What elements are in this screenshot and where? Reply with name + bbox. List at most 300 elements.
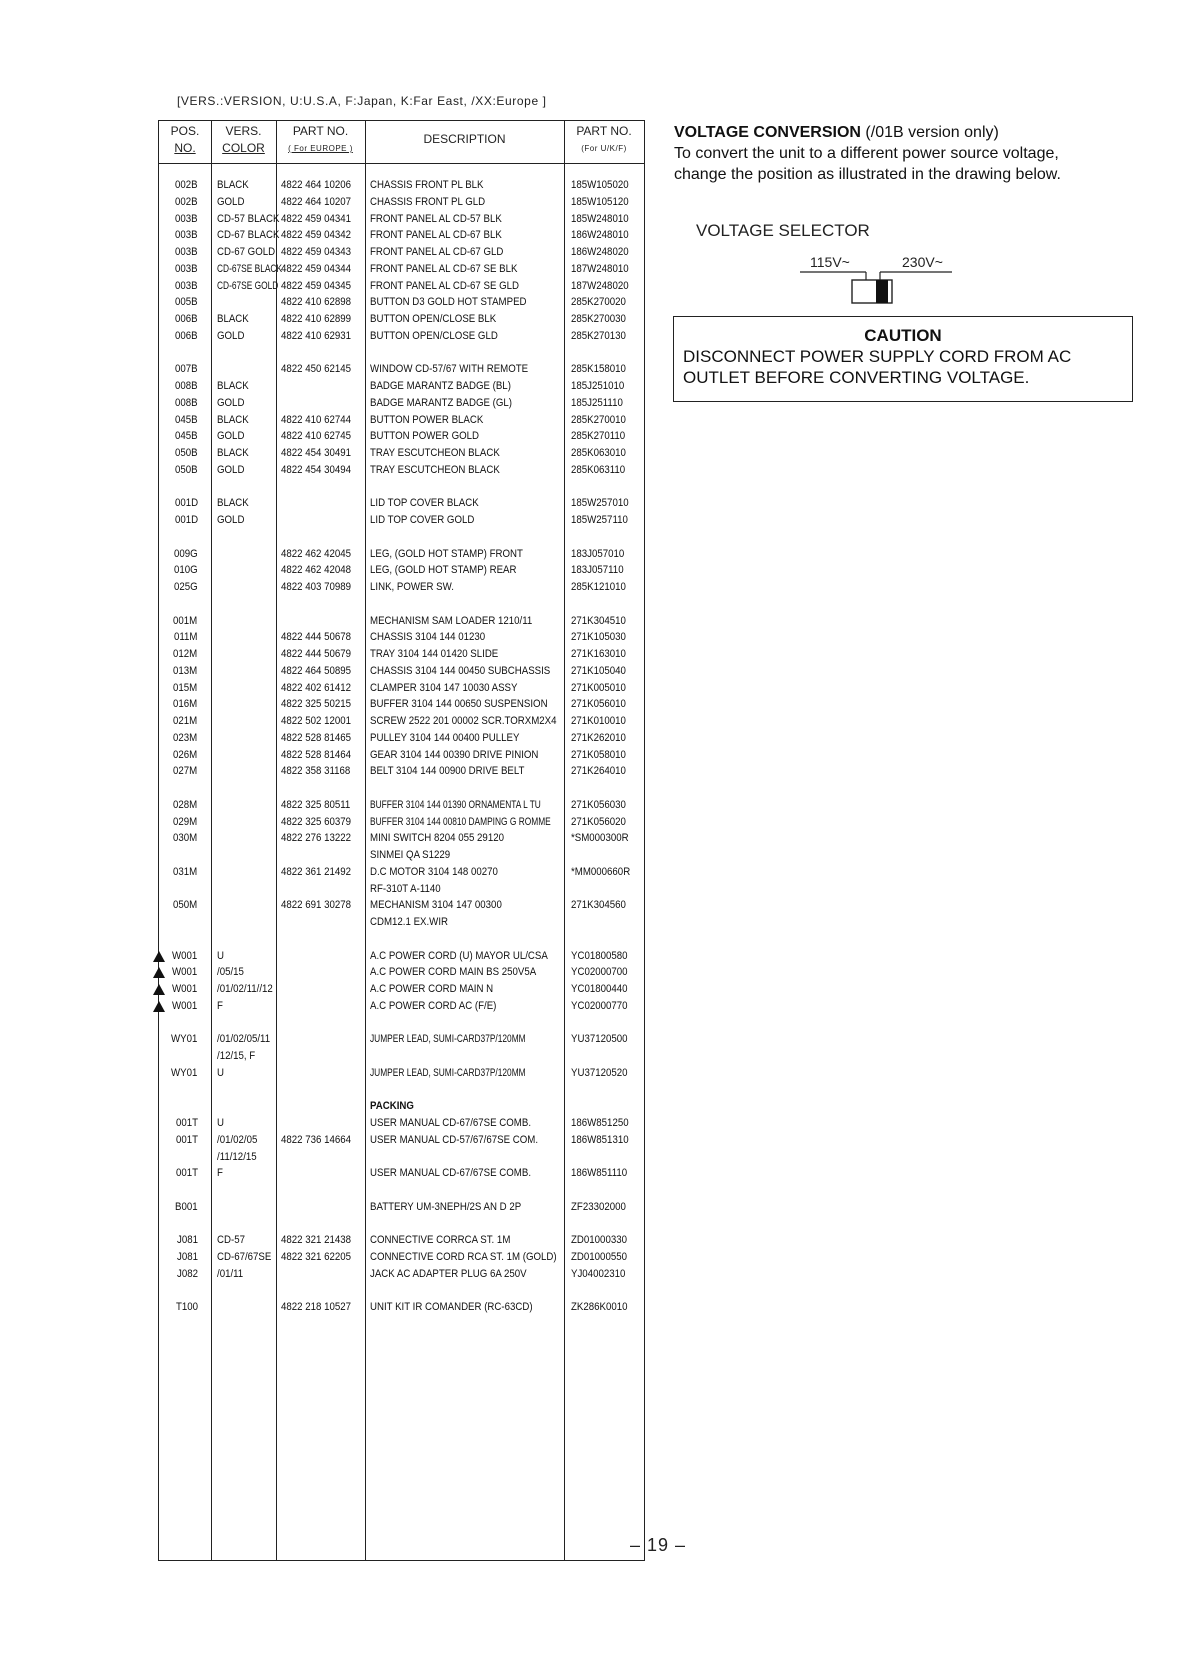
cell-part-us-text: 271K005010 [571,681,626,694]
cell-part-us-text: 271K163010 [571,648,626,660]
cell-part-us-text: 285K063110 [571,463,626,476]
cell-pos [163,998,201,1015]
cell-part-us-text: 185W248010 [571,212,629,225]
cell-description [370,1299,555,1316]
cell-part-eu [281,646,361,663]
cell-description-text: WINDOW CD-57/67 WITH REMOTE [370,363,529,376]
voltage-instructions-line1: To convert the unit to a different power source voltage, [674,145,1059,162]
cell-part-us [571,1249,635,1266]
cell-description [370,864,515,881]
cell-part-eu-text: 4822 459 04342 [281,229,351,242]
cell-pos [163,1199,201,1216]
switch-slider [876,280,888,303]
caution-title: CAUTION [864,326,942,345]
cell-pos [163,227,201,244]
table-row-spacer [159,1182,644,1199]
voltage-conversion-title [674,122,1144,143]
cell-pos-text: 029M [173,815,198,828]
cell-part-eu [281,579,361,596]
cell-pos-text: 030M [173,832,198,845]
voltage-title-bold: VOLTAGE CONVERSION [674,124,861,141]
cell-pos [163,1065,201,1082]
cell-description [370,278,539,295]
cell-pos-text: 001T [175,1117,198,1129]
cell-pos [163,948,201,965]
cell-vers-text: CD-67 GOLD [217,246,276,258]
cell-pos-text: 011M [174,631,198,644]
cell-vers [217,1249,279,1266]
cell-vers-text: /12/15, F [217,1050,256,1062]
cell-pos-text: 013M [173,664,198,677]
cell-pos [163,428,201,445]
cell-pos-text: 026M [173,748,198,761]
cell-vers [217,998,224,1015]
table-row [159,1098,644,1115]
cell-vers-text: /05/15 [217,966,244,979]
cell-pos-text: 001D [174,497,198,510]
table-row [159,512,644,529]
cell-part-eu [281,294,361,311]
header-vers [211,123,276,157]
cell-vers-text: CD-67 BLACK [217,229,280,242]
table-row [159,663,644,680]
cell-pos-text: W001 [172,966,198,979]
cell-part-us [571,613,633,630]
cell-part-us-text: 271K264010 [571,765,626,778]
cell-pos [163,261,201,278]
cell-description-text: BELT 3104 144 00900 DRIVE BELT [370,765,525,778]
cell-vers [217,428,248,445]
cell-pos [163,696,201,713]
header-pos-line1: POS. [170,124,200,138]
cell-description-text: BUFFER 3104 144 00650 SUSPENSION [370,698,548,711]
cell-part-eu [281,747,361,764]
cell-part-eu-text: 4822 410 62899 [281,313,351,325]
cell-vers-text: /01/02/11//12 [217,983,273,995]
table-row [159,830,644,847]
cell-pos-text: 001T [175,1133,198,1146]
cell-pos [163,1115,201,1132]
cell-pos-text: 023M [173,731,198,744]
cell-part-us-text: 186W851310 [571,1133,629,1146]
cell-vers [217,1048,260,1065]
cell-part-us-text: 186W851250 [571,1117,629,1129]
cell-part-us [571,797,633,814]
cell-vers-text: F [217,1167,223,1180]
cell-vers-text: BLACK [217,380,249,392]
cell-part-us [571,713,633,730]
cell-part-us [571,1165,635,1182]
cell-vers-text: BLACK [217,447,249,459]
cell-vers [217,1149,262,1166]
cell-part-eu [281,261,361,278]
cell-vers [217,177,253,194]
cell-vers-text: BLACK [217,497,249,510]
table-row [159,378,644,395]
table-row [159,1165,644,1182]
cell-description-text: TRAY ESCUTCHEON BLACK [370,447,500,459]
cell-vers-text: U [217,1117,224,1129]
cell-pos [163,1031,201,1048]
cell-part-us [571,278,636,295]
cell-description-text: D.C MOTOR 3104 148 00270 [370,865,498,878]
cell-part-eu-text: 4822 325 80511 [281,798,351,811]
table-row [159,897,644,914]
cell-description-text: SCREW 2522 201 00002 SCR.TORXM2X4 [370,715,557,727]
cell-description-text: MECHANISM 3104 147 00300 [370,899,502,912]
cell-description [370,495,494,512]
cell-description [370,830,522,847]
cell-part-eu [281,763,360,780]
cell-pos [163,194,201,211]
table-row [159,462,644,479]
cell-pos [163,763,201,780]
cell-description-text: CONNECTIVE CORD RCA ST. 1M (GOLD) [370,1251,557,1263]
cell-part-us [571,730,633,747]
cell-part-us-text: YJ04002310 [571,1267,626,1280]
cell-part-eu [281,546,361,563]
cell-part-eu-text: 4822 464 10206 [281,179,351,191]
table-row [159,998,644,1015]
cell-pos [163,897,201,914]
cell-pos-text: 050M [173,899,198,912]
cell-vers [217,227,288,244]
cell-pos [163,311,201,328]
cell-pos-text: 027M [173,765,198,778]
cell-vers [217,328,248,345]
cell-part-us [571,830,636,847]
cell-part-eu [281,897,361,914]
cell-pos [163,1299,201,1316]
caution-box [673,316,1133,402]
cell-description [370,763,546,780]
cell-pos-text: J082 [177,1267,199,1280]
cell-pos [163,1098,201,1115]
table-row-spacer [159,931,644,948]
cell-part-eu [281,462,361,479]
cell-part-eu [281,211,361,228]
cell-description [370,428,494,445]
cell-pos-text: 028M [173,798,198,811]
cell-part-us-text: YU37120520 [571,1066,628,1079]
cell-part-us [571,546,632,563]
cell-pos-text: B001 [175,1200,198,1213]
cell-description-text: MECHANISM SAM LOADER 1210/11 [370,614,533,627]
cell-description-text: A.C POWER CORD MAIN BS 250V5A [370,966,537,979]
cell-pos [163,546,201,563]
cell-description [370,680,538,697]
cell-part-eu [281,629,361,646]
cell-description [370,1266,548,1283]
header-description: DESCRIPTION [423,132,506,146]
table-row [159,428,644,445]
cell-pos [163,177,201,194]
cell-pos [163,646,201,663]
cell-part-us-text: YC02000700 [571,966,628,979]
safety-warning-icon [153,984,165,995]
table-row [159,747,644,764]
cell-description-text: BUTTON D3 GOLD HOT STAMPED [370,296,527,309]
parts-table [158,120,645,1561]
cell-description-text: BUTTON POWER GOLD [370,430,480,443]
cell-pos-text: T100 [175,1301,198,1314]
table-row-spacer [159,780,644,797]
cell-pos [163,579,201,596]
cell-pos [163,378,201,395]
header-vers-line2: COLOR [222,141,265,155]
cell-description-text: FRONT PANEL AL CD-67 SE BLK [370,262,518,275]
cell-pos-text: 031M [173,865,198,878]
header-part-us-line2: (For U/K/F) [581,144,627,153]
cell-description [370,964,559,981]
cell-pos-text: 005B [175,296,198,309]
cell-pos [163,328,201,345]
cell-pos [163,244,201,261]
cell-part-us [571,462,633,479]
cell-pos [163,629,201,646]
cell-pos [163,562,201,579]
cell-part-eu [281,278,361,295]
cell-pos [163,1249,201,1266]
cell-part-eu-text: 4822 454 30494 [281,463,351,476]
cell-pos-text: W001 [172,983,198,995]
table-row [159,1048,644,1065]
voltage-instructions-line2: change the position as illustrated in the drawing below. [674,166,1061,183]
cell-pos-text: W001 [172,949,198,962]
cell-description [370,412,499,429]
cell-part-us [571,261,636,278]
cell-part-eu [281,562,361,579]
cell-pos [163,680,201,697]
cell-part-us-text: 285K121010 [571,581,626,593]
cell-pos-text: W001 [172,999,198,1012]
cell-pos [163,964,201,981]
cell-pos-text: 001M [173,614,198,627]
cell-pos [163,881,201,898]
cell-part-us-text: 271K058010 [571,748,626,761]
cell-pos [163,847,201,864]
cell-part-us-text: 285K158010 [571,363,626,376]
cell-part-eu-text: 4822 502 12001 [281,715,351,727]
cell-part-eu-text: 4822 464 50895 [281,664,351,677]
cell-part-eu-text: 4822 736 14664 [281,1133,351,1146]
table-row [159,730,644,747]
cell-description-text: BATTERY UM-3NEPH/2S AN D 2P [370,1200,522,1213]
cell-description [370,1249,582,1266]
voltage-selector-diagram [800,253,960,309]
cell-description [370,244,522,261]
cell-part-us [571,562,631,579]
cell-pos [163,445,201,462]
cell-vers-text: CD-67SE BLACK [217,262,283,275]
cell-pos [163,361,201,378]
cell-part-us-text: 271K105030 [571,631,626,644]
cell-part-us [571,864,638,881]
table-row [159,177,644,194]
cell-pos-text: J081 [177,1234,199,1247]
cell-vers [217,211,288,228]
table-row [159,864,644,881]
cell-description-text: USER MANUAL CD-57/67/67SE COM. [370,1133,539,1146]
cell-part-us [571,814,633,831]
cell-vers [217,395,248,412]
header-pos-line2: NO. [174,141,196,155]
cell-description [370,696,572,713]
cell-part-eu [281,361,361,378]
cell-description [370,1232,530,1249]
cell-description-text: RF-310T A-1140 [370,882,441,895]
cell-description [370,1115,553,1132]
cell-description [370,395,531,412]
cell-part-eu-text: 4822 410 62898 [281,296,351,309]
cell-part-eu [281,663,361,680]
cell-description [370,211,520,228]
voltage-230-label: 230V~ [902,254,943,270]
header-part-eu-line2: ( For EUROPE ) [288,144,353,153]
cell-vers-text: CD-67SE GOLD [217,279,279,292]
cell-description [370,546,544,563]
cell-vers [217,244,283,261]
table-row [159,981,644,998]
cell-vers-text: GOLD [217,463,245,476]
cell-vers [217,1115,225,1132]
table-row-spacer [159,596,644,613]
cell-part-us-text: 271K056010 [571,698,626,711]
cell-part-eu-text: 4822 218 10527 [281,1301,351,1314]
cell-part-eu-text: 4822 410 62744 [281,413,351,426]
cell-part-us-text: 185J251010 [571,380,625,392]
cell-description [370,1098,420,1115]
cell-vers-text: /01/11 [217,1267,244,1280]
cell-pos [163,613,201,630]
cell-part-us-text: 183J057010 [571,547,625,560]
cell-description [370,328,515,345]
cell-part-us [571,512,636,529]
cell-pos-text: 010G [174,564,198,577]
cell-part-us [571,1232,635,1249]
cell-part-us-text: 185W105020 [571,179,629,191]
cell-description-text: JUMPER LEAD, SUMI-CARD37P/120MM [370,1033,526,1046]
cell-description-text: FRONT PANEL AL CD-67 BLK [370,229,502,242]
cell-part-us [571,311,633,328]
table-row [159,881,644,898]
cell-vers [217,1232,249,1249]
header-part-us [564,123,644,157]
cell-description [370,948,572,965]
cell-description [370,881,450,898]
cell-vers-text: CD-57 [217,1234,245,1247]
table-row [159,1031,644,1048]
cell-description-text: FRONT PANEL AL CD-67 SE GLD [370,279,520,292]
cell-part-eu [281,830,361,847]
cell-description-text: BUTTON OPEN/CLOSE BLK [370,313,497,325]
table-row-spacer [159,529,644,546]
cell-part-eu-text: 4822 528 81465 [281,731,351,744]
cell-description [370,562,536,579]
cell-part-us-text: 271K010010 [571,715,626,727]
cell-pos-text: 007B [175,363,198,376]
cell-vers-text: GOLD [217,514,245,526]
cell-part-eu-text: 4822 462 42048 [281,564,351,577]
table-row [159,328,644,345]
cell-part-us [571,948,635,965]
table-row [159,948,644,965]
cell-part-eu-text: 4822 450 62145 [281,363,351,376]
cell-pos-text: 003B [175,212,198,225]
cell-part-eu [281,730,361,747]
cell-part-us [571,646,633,663]
cell-description [370,797,595,814]
table-row [159,1115,644,1132]
cell-part-eu-text: 4822 464 10207 [281,195,351,208]
table-row [159,797,644,814]
cell-part-us [571,964,635,981]
cell-description [370,747,561,764]
cell-part-eu [281,814,361,831]
cell-pos-text: 003B [175,262,198,275]
voltage-title-rest: (/01B version only) [860,124,999,141]
cell-part-eu [281,797,360,814]
header-pos [159,123,211,157]
table-row [159,847,644,864]
cell-part-us [571,897,633,914]
cell-part-us-text: 285K270010 [571,413,626,426]
cell-part-eu-text: 4822 691 30278 [281,899,351,912]
cell-description [370,629,501,646]
cell-part-eu-text: 4822 410 62931 [281,329,351,342]
cell-vers [217,462,248,479]
cell-description-text: BADGE MARANTZ BADGE (GL) [370,396,512,409]
cell-part-eu-text: 4822 276 13222 [281,832,351,845]
table-row-spacer [159,345,644,362]
cell-part-eu-text: 4822 462 42045 [281,547,351,560]
cell-part-us [571,1299,635,1316]
cell-part-us-text: 187W248020 [571,279,629,292]
cell-part-us [571,1065,635,1082]
cell-part-eu [281,177,361,194]
cell-description [370,730,540,747]
cell-vers [217,445,253,462]
cell-part-us-text: YC02000770 [571,999,628,1012]
cell-part-eu [281,696,361,713]
cell-part-us-text: 285K270110 [571,430,626,443]
cell-description [370,378,530,395]
table-row [159,629,644,646]
cell-description [370,1065,575,1082]
cell-description [370,462,518,479]
cell-part-us-text: 185W257010 [571,497,629,510]
cell-description-text: LEG, (GOLD HOT STAMP) FRONT [370,547,523,560]
cell-part-eu-text: 4822 321 21438 [281,1234,351,1247]
cell-part-us-text: 185W257110 [571,514,628,526]
cell-description-text: BUTTON OPEN/CLOSE GLD [370,329,498,342]
table-row [159,244,644,261]
cell-part-us-text: 187W248010 [571,262,629,275]
cell-part-eu [281,244,361,261]
cell-description-text: USER MANUAL CD-67/67SE COMB. [370,1117,532,1129]
cell-description-text: A.C POWER CORD MAIN N [370,983,494,995]
cell-description [370,646,516,663]
cell-description [370,361,550,378]
cell-pos [163,512,201,529]
cell-description-text: TRAY ESCUTCHEON BLACK [370,463,500,476]
cell-part-us-text: 271K056030 [571,798,626,811]
table-row [159,613,644,630]
cell-pos-text: 021M [173,715,198,727]
cell-pos [163,495,201,512]
cell-description [370,177,499,194]
cell-description-text: BADGE MARANTZ BADGE (BL) [370,380,511,392]
